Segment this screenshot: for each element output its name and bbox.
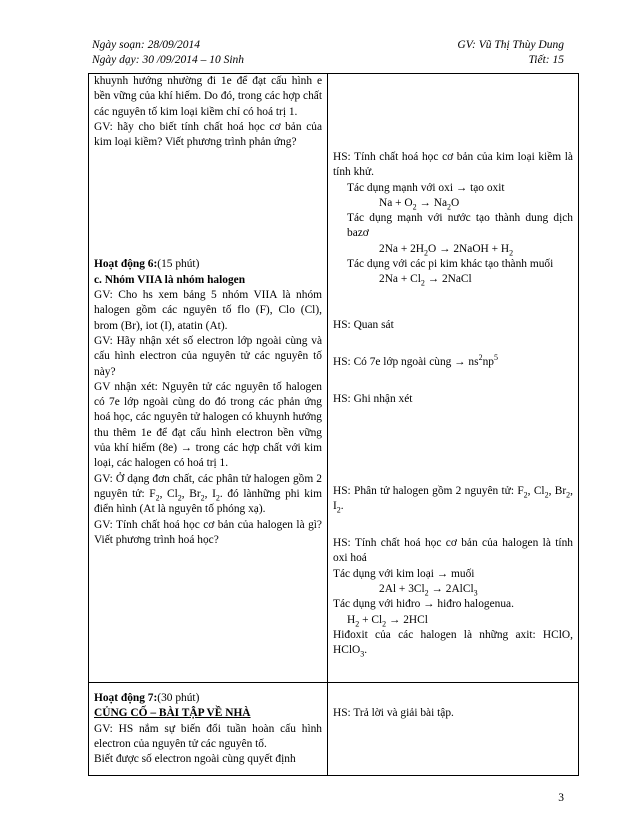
paragraph: GV: Ở dạng đơn chất, các phân tử halogen gồm 2 nguyên tử: $F_2$, $Cl_2$, $Br_2$, $I_2$. đó lànhững phi kim điển hình (At là nguyên tố phóng xạ). [94, 472, 322, 516]
answer-line: Tác dụng với các pi kim khác tạo thành muối [347, 258, 554, 271]
paragraph: GV: hãy cho biết tính chất hoá học cơ bản của kim loại kiềm? Viết phương trình phản ứng? [94, 120, 322, 149]
equation: $H_2 + Cl_2 \to 2HCl$ [347, 613, 428, 628]
page-number: 3 [558, 792, 564, 804]
lesson-teach-date: Ngày dạy: 30 /09/2014 – 10 Sinh [92, 54, 245, 66]
student-activity-cell [328, 74, 579, 683]
activity-heading: Hoạt động 6:(15 phút) [94, 258, 200, 271]
answer-line: HS: Trả lời và giải bài tập. [333, 707, 454, 719]
paragraph: GV nhận xét: Nguyên tử các nguyên tố halogen có 7e lớp ngoài cùng do đó trong các phản ứng hoá học, các nguyên tử halogen có khuynh hướng thu thêm 1e để đạt cấu hình electron bền vững vủa khí hiếm (8e) → trong các hợp chất với kim loại, các halogen có hoá trị 1. [94, 380, 322, 470]
header-left [92, 38, 244, 68]
teacher-activity-cell [89, 74, 328, 683]
answer-line: HS: Ghi nhận xét [333, 393, 413, 406]
section-subheading: c. Nhóm VIIA là nhóm halogen [94, 273, 246, 286]
equation: $2Na + Cl_2$ → 2NaCl [379, 273, 472, 288]
answer-line: HS: Tính chất hoá học cơ bản của kim loại kiềm là tính khử. [333, 151, 573, 179]
answer-line: Tác dụng với hiđro → hiđro halogenua. [333, 598, 514, 611]
lesson-prep-date: Ngày soạn: 28/09/2014 [92, 39, 200, 51]
answer-line: Tác dụng với kim loại → muối [333, 567, 475, 580]
paragraph: GV: HS nắm sự biến đổi tuần hoàn cấu hình electron của nguyên tử các nguyên tố. [94, 722, 322, 750]
lesson-table [88, 73, 579, 776]
answer-line: Hiđoxit của các halogen là những axit: HClO, HClO$_3$. [333, 628, 573, 659]
paragraph: GV: Hãy nhận xét số electron lớp ngoài cùng và cấu hình electron của nguyên tử các nguyên tố này? [94, 334, 322, 378]
paragraph: khuynh hướng nhường đi 1e để đạt cấu hình e bền vững của khí hiếm. Do đó, trong các hợp chất các nguyên tố kim loại kiềm chỉ có hoá trị 1. [94, 75, 322, 118]
answer-line: HS: Tính chất hoá học cơ bản của halogen là tính oxi hoá [333, 537, 573, 565]
teacher-name: GV: Vũ Thị Thùy Dung [457, 39, 564, 51]
answer-line: HS: Phân tử halogen gồm 2 nguyên tử: $F_2$, $Cl_2$, $Br_2$, $I_2$. [333, 484, 573, 515]
header-right [457, 38, 564, 68]
answer-line: Tác dụng mạnh với oxi → tạo oxit [347, 181, 505, 194]
answer-line: HS: Có 7e lớp ngoài cùng → $ns^2np^5$ [333, 353, 498, 368]
section-title: CỦNG CỐ – BÀI TẬP VỀ NHÀ [94, 707, 251, 720]
table-row [89, 683, 579, 776]
answer-line: HS: Quan sát [333, 318, 394, 331]
paragraph: GV: Tính chất hoá học cơ bản của halogen là gì? Viết phương trình hoá học? [94, 518, 322, 546]
equation: $2Al + 3Cl_2$ → 2AlCl$_3$ [379, 583, 478, 598]
paragraph: Biết được số electron ngoài cùng quyết định [94, 753, 296, 766]
paragraph: GV: Cho hs xem bảng 5 nhóm VIIA là nhóm halogen gồm các nguyên tố flo (F), Clo (Cl), brom (Br), iot (I), atatin (At). [94, 289, 322, 332]
answer-line: Tác dụng mạnh với nước tạo thành dung dịch bazơ [347, 212, 573, 240]
table-row [89, 74, 579, 683]
student-activity-cell [328, 683, 579, 776]
equation: $Na + O_2 \to Na_2O$ [379, 196, 460, 212]
activity-heading: Hoạt động 7:(30 phút) [94, 692, 200, 704]
teacher-activity-cell [89, 683, 328, 776]
lesson-period: Tiết: 15 [528, 54, 564, 66]
equation: $2Na + 2H_2O$ → 2NaOH + $H_2$ [379, 242, 514, 258]
